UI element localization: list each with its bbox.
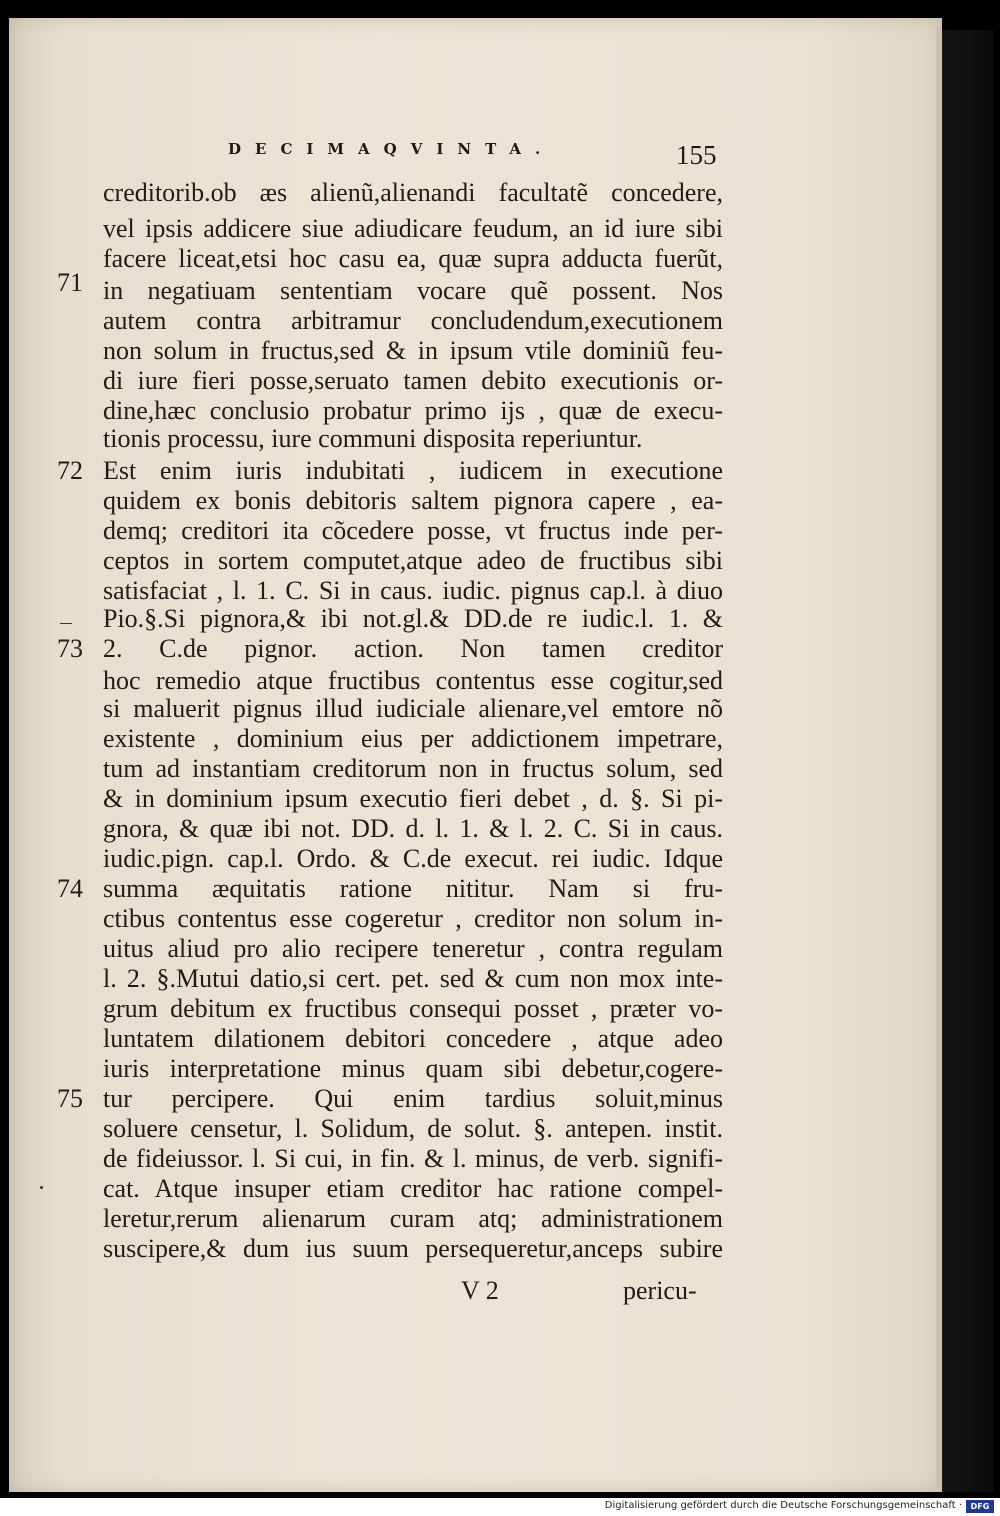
text-line: existente , dominium eius per addictionem impetrare,	[103, 724, 723, 753]
text-line: hoc remedio atque fructibus contentus esse cogitur,sed	[103, 666, 723, 695]
text-line: luntatem dilationem debitori concedere , atque adeo	[103, 1024, 723, 1053]
text-line: demq; creditori ita cõcedere posse, vt fructus inde per-	[103, 516, 723, 545]
text-line: de fideiussor. l. Si cui, in fin. & l. minus, de verb. signifi-	[103, 1144, 723, 1173]
text-line: uitus aliud pro alio recipere teneretur , contra regulam	[103, 934, 723, 963]
margin-number-73: 73	[57, 634, 83, 663]
signature-mark: V 2	[461, 1276, 499, 1305]
page-number: 155	[676, 140, 717, 170]
text-line: ceptos in sortem computet,atque adeo de fructibus sibi	[103, 546, 723, 575]
text-line: gnora, & quæ ibi not. DD. d. l. 1. & l. 2. C. Si in caus.	[103, 814, 723, 843]
dfg-logo: DFG	[966, 1500, 994, 1513]
text-line: Pio.§.Si pignora,& ibi not.gl.& DD.de re iudic.l. 1. &	[103, 604, 723, 633]
page-mark	[60, 623, 72, 624]
text-line: quidem ex bonis debitoris saltem pignora capere , ea-	[103, 486, 723, 515]
margin-number-71: 71	[57, 268, 83, 297]
text-line: suscipere,& dum ius suum persequeretur,anceps subire	[103, 1234, 723, 1263]
text-line: tionis processu, iure communi disposita reperiuntur.	[103, 424, 643, 453]
margin-number-74: 74	[57, 874, 83, 903]
dark-scan-border	[942, 30, 994, 1492]
margin-number-75: 75	[57, 1084, 83, 1113]
text-line: cat. Atque insuper etiam creditor hac ratione compel-	[103, 1174, 723, 1203]
text-line: creditorib.ob æs alienũ,alienandi facultatẽ concedere,	[103, 178, 723, 207]
text-line: autem contra arbitramur concludendum,executionem	[103, 306, 723, 335]
page-speck	[40, 1186, 43, 1189]
text-line: tur percipere. Qui enim tardius soluit,minus	[103, 1084, 723, 1113]
text-line: soluere censetur, l. Solidum, de solut. §. antepen. instit.	[103, 1114, 723, 1143]
text-line: Est enim iuris indubitati , iudicem in executione	[103, 456, 723, 485]
text-line: l. 2. §.Mutui datio,si cert. pet. sed & cum non mox inte-	[103, 964, 723, 993]
text-line: ctibus contentus esse cogeretur , creditor non solum in-	[103, 904, 723, 933]
funding-credit: Digitalisierung gefördert durch die Deutsche Forschungsgemeinschaft ·	[604, 1500, 962, 1511]
text-line: iudic.pign. cap.l. Ordo. & C.de execut. rei iudic. Idque	[103, 844, 723, 873]
text-line: iuris interpretatione minus quam sibi debetur,cogere-	[103, 1054, 723, 1083]
text-line: di iure fieri posse,seruato tamen debito executionis or-	[103, 366, 723, 395]
text-line: in negatiuam sententiam vocare quẽ possent. Nos	[103, 276, 723, 305]
page-fore-edge	[936, 26, 942, 1488]
margin-number-72: 72	[57, 456, 83, 485]
text-line: leretur,rerum alienarum curam atq; administrationem	[103, 1204, 723, 1233]
text-line: si maluerit pignus illud iudiciale alienare,vel emtore nõ	[103, 694, 723, 723]
text-line: satisfaciat , l. 1. C. Si in caus. iudic. pignus cap.l. à diuo	[103, 576, 723, 605]
text-line: non solum in fructus,sed & in ipsum vtile dominiũ feu-	[103, 336, 723, 365]
text-line: dine,hæc conclusio probatur primo ijs , quæ de execu-	[103, 396, 723, 425]
catchword: pericu-	[623, 1276, 697, 1305]
running-title: DECIMAQVINTA.	[228, 140, 555, 158]
text-line: 2. C.de pignor. action. Non tamen creditor	[103, 634, 723, 663]
text-line: & in dominium ipsum executio fieri debet , d. §. Si pi-	[103, 784, 723, 813]
text-line: summa æquitatis ratione nititur. Nam si fru-	[103, 874, 723, 903]
text-line: vel ipsis addicere siue adiudicare feudum, an id iure sibi	[103, 214, 723, 243]
text-line: grum debitum ex fructibus consequi posset , præter vo-	[103, 994, 723, 1023]
text-line: facere liceat,etsi hoc casu ea, quæ supra adducta fuerũt,	[103, 244, 723, 273]
text-line: tum ad instantiam creditorum non in fructus solum, sed	[103, 754, 723, 783]
